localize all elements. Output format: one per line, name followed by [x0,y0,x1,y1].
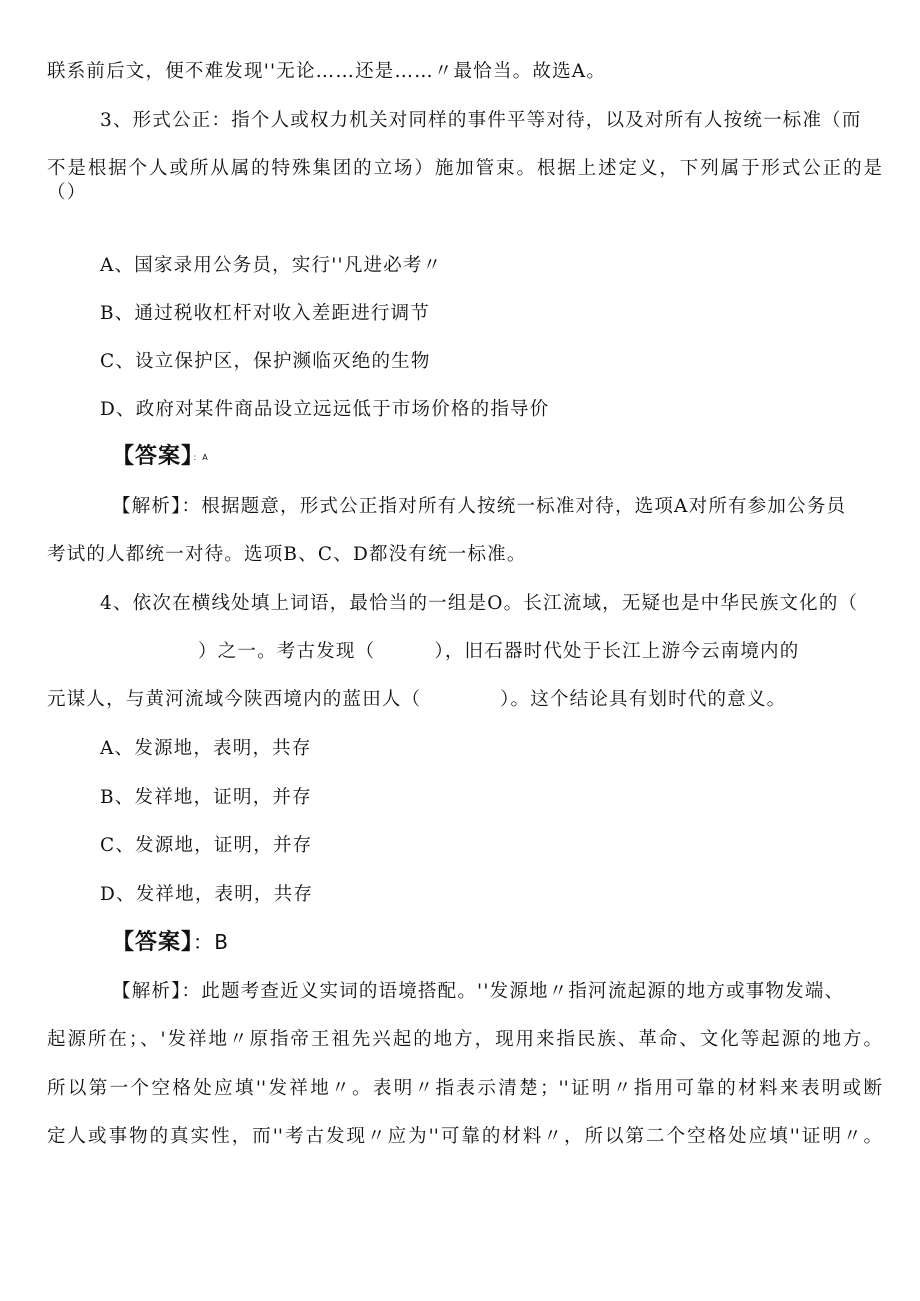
text-line: 不是根据个人或所从属的特殊集团的立场）施加管束。根据上述定义，下列属于形式公正的是 [47,158,882,179]
question-4-answer [112,930,229,956]
question-4-option-c: C、发源地，证明，并存 [100,835,313,856]
question-4-option-d: D、发祥地，表明，共存 [100,884,314,905]
text-line: 联系前后文，便不难发现''无论……还是……〃最恰当。故选A。 [47,61,607,82]
question-4-stem: 4、依次在横线处填上词语，最恰当的一组是O。长江流域，无疑也是中华民族文化的（ [100,593,859,614]
text-line: 元谋人，与黄河流域今陕西境内的蓝田人（ ）。这个结论具有划时代的意义。 [47,689,787,710]
answer-label: 【答案】 [112,930,194,955]
text-line: ）之一。考古发现（ ），旧石器时代处于长江上游今云南境内的 [198,641,800,662]
question-3-option-d: D、政府对某件商品设立远远低于市场价格的指导价 [100,399,550,420]
text-line: 起源所在；、'发祥地〃原指帝王祖先兴起的地方，现用来指民族、革命、文化等起源的地方。 [47,1029,882,1050]
question-3-explanation: 【解析】：根据题意，形式公正指对所有人按统一标准对待，选项A对所有参加公务员 [112,496,847,517]
answer-value: ：B [193,930,230,954]
question-4-option-b: B、发祥地，证明，并存 [100,787,312,808]
question-3-option-a: A、国家录用公务员，实行''凡进必考〃 [100,255,443,276]
question-3-answer [112,445,209,470]
text-line: 考试的人都统一对待。选项B、C、D都没有统一标准。 [47,544,527,565]
text-line: 所以第一个空格处应填''发祥地〃。表明〃指表示清楚；''证明〃指用可靠的材料来表明或断 [47,1078,882,1099]
question-3-stem: 3、形式公正：指个人或权力机关对同样的事件平等对待，以及对所有人按统一标准（而 [100,110,862,131]
answer-label: 【答案】 [112,444,194,469]
text-line: 定人或事物的真实性，而''考古发现〃应为''可靠的材料〃，所以第二个空格处应填''证明〃。 [47,1126,882,1147]
question-3-option-c: C、设立保护区，保护濒临灭绝的生物 [100,351,431,372]
question-4-option-a: A、发源地，表明，共存 [100,738,312,759]
answer-value: ：A [193,453,209,462]
question-3-option-b: B、通过税收杠杆对收入差距进行调节 [100,303,430,324]
question-4-explanation: 【解析】：此题考查近义实词的语境搭配。''发源地〃指河流起源的地方或事物发端、 [112,981,845,1002]
text-line: （） [47,182,87,203]
